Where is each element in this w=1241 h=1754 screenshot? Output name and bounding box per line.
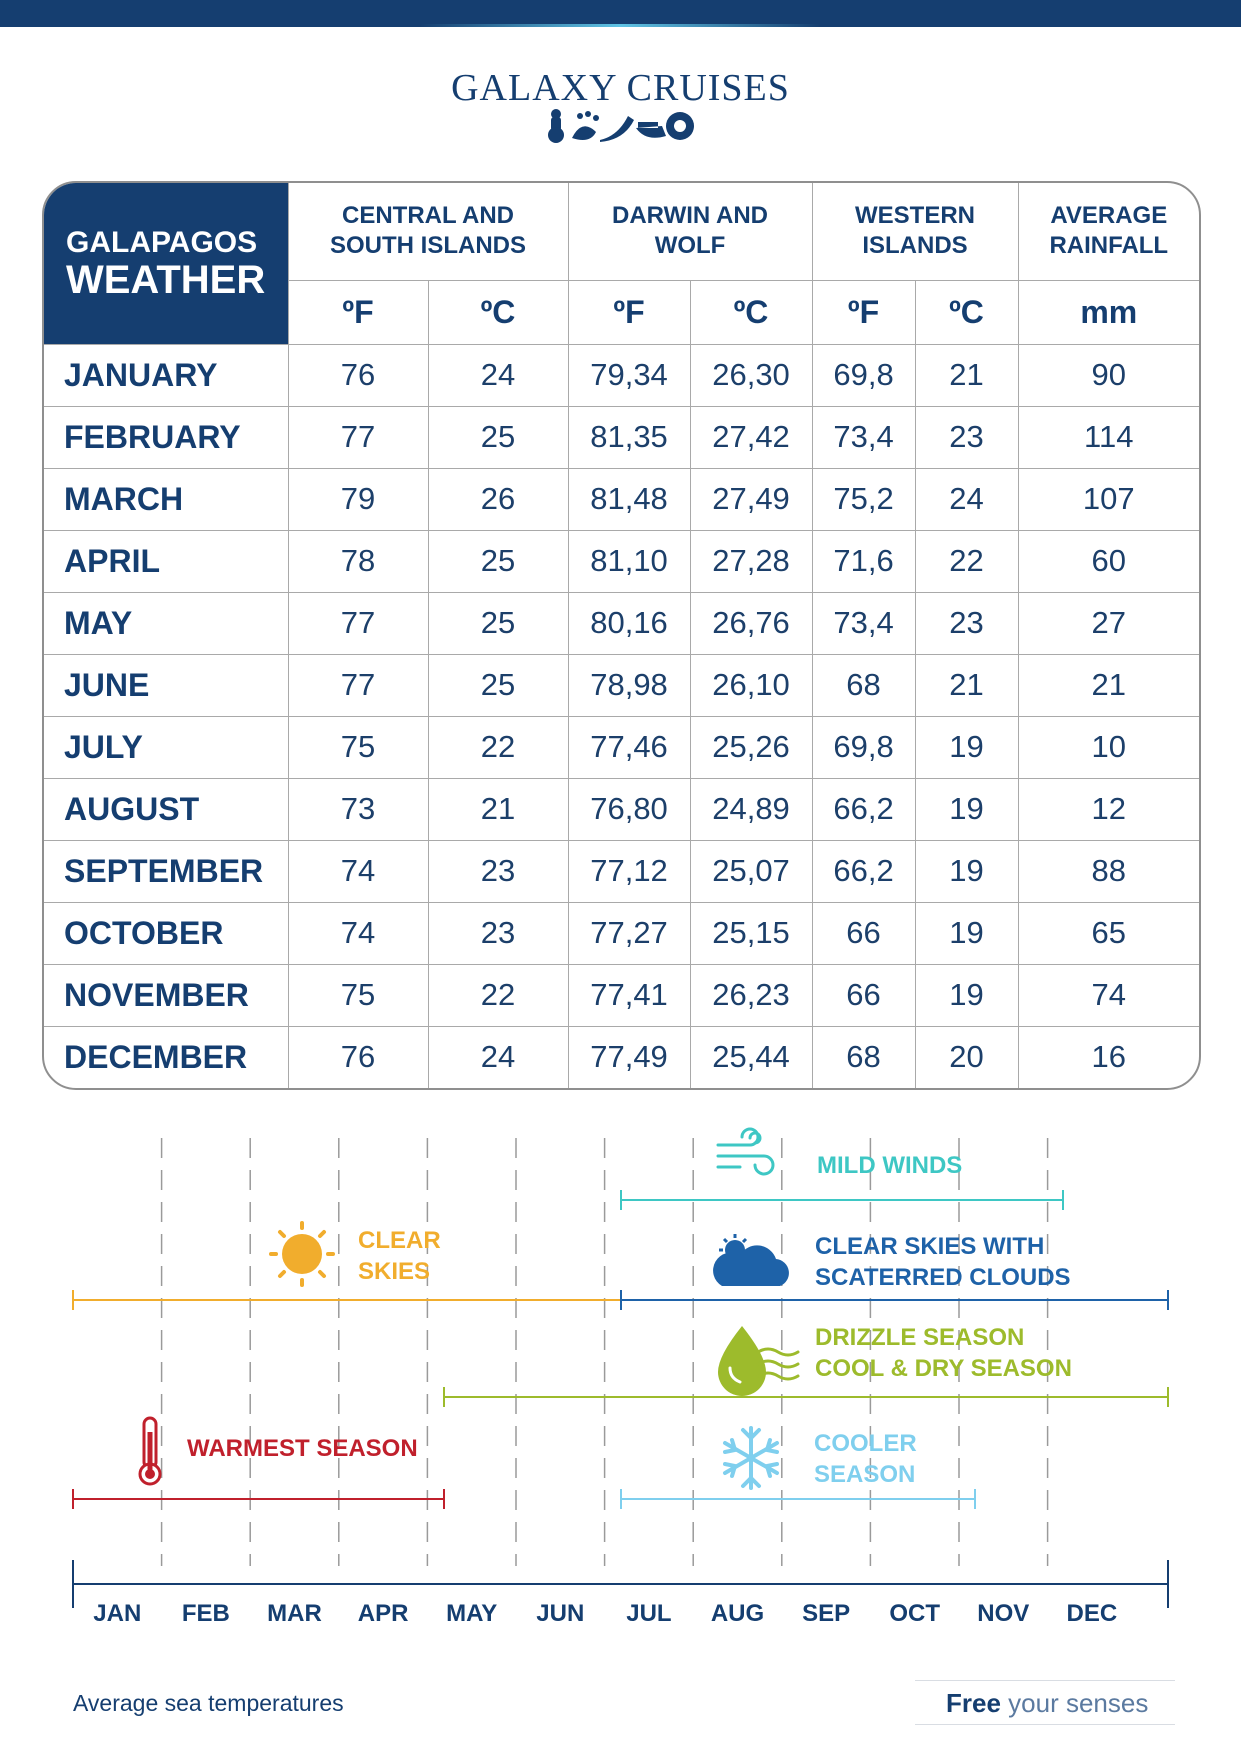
value-cell: 20	[915, 1026, 1018, 1088]
mild-winds-label: MILD WINDS	[817, 1152, 963, 1179]
table-row	[44, 902, 1199, 964]
mild-winds-range	[621, 1190, 1063, 1210]
value-cell: 77,12	[568, 840, 690, 902]
month-cell: JULY	[44, 716, 288, 778]
value-cell: 60	[1018, 530, 1199, 592]
value-cell: 23	[428, 840, 568, 902]
value-cell: 26,30	[690, 344, 812, 406]
value-cell: 74	[288, 902, 428, 964]
month-cell: MARCH	[44, 468, 288, 530]
scattered-clouds-label	[815, 1231, 1071, 1293]
sun-icon	[271, 1223, 333, 1285]
cooler-season-line2: SEASON	[814, 1461, 916, 1488]
value-cell: 25,44	[690, 1026, 812, 1088]
drizzle-season-line1: DRIZZLE SEASON	[815, 1324, 1025, 1351]
unit-header: ºC	[915, 280, 1018, 344]
value-cell: 25,07	[690, 840, 812, 902]
value-cell: 76,80	[568, 778, 690, 840]
group-header-central-south	[288, 183, 568, 280]
value-cell: 26,76	[690, 592, 812, 654]
value-cell: 19	[915, 902, 1018, 964]
scattered-clouds-line1: CLEAR SKIES WITH	[815, 1233, 1045, 1260]
group-label-line2: WOLF	[654, 232, 726, 260]
value-cell: 76	[288, 1026, 428, 1088]
value-cell: 24,89	[690, 778, 812, 840]
value-cell: 22	[915, 530, 1018, 592]
month-cell: JUNE	[44, 654, 288, 716]
value-cell: 68	[812, 1026, 915, 1088]
month-label: DEC	[1066, 1600, 1118, 1627]
value-cell: 19	[915, 716, 1018, 778]
value-cell: 81,48	[568, 468, 690, 530]
thermometer-icon	[140, 1418, 160, 1484]
value-cell: 19	[915, 840, 1018, 902]
value-cell: 25,15	[690, 902, 812, 964]
month-cell: SEPTEMBER	[44, 840, 288, 902]
month-label: APR	[357, 1600, 409, 1627]
value-cell: 24	[428, 344, 568, 406]
group-label-line2: ISLANDS	[862, 232, 968, 260]
wind-icon	[718, 1129, 773, 1174]
warmest-season-label: WARMEST SEASON	[187, 1435, 418, 1462]
value-cell: 78,98	[568, 654, 690, 716]
value-cell: 23	[428, 902, 568, 964]
table-row	[44, 964, 1199, 1026]
value-cell: 78	[288, 530, 428, 592]
value-cell: 79,34	[568, 344, 690, 406]
table-row	[44, 654, 1199, 716]
tagline-bold: Free	[946, 1688, 1001, 1718]
unit-header: ºF	[288, 280, 428, 344]
banner-glow	[420, 24, 820, 27]
value-cell: 81,35	[568, 406, 690, 468]
value-cell: 19	[915, 964, 1018, 1026]
table-title-line1: GALAPAGOS	[66, 226, 258, 260]
value-cell: 27,42	[690, 406, 812, 468]
value-cell: 71,6	[812, 530, 915, 592]
scattered-clouds-range	[621, 1290, 1168, 1310]
month-label: MAY	[446, 1600, 498, 1627]
value-cell: 68	[812, 654, 915, 716]
value-cell: 23	[915, 592, 1018, 654]
value-cell: 26,23	[690, 964, 812, 1026]
group-header-average-rainfall	[1018, 183, 1199, 280]
month-cell: AUGUST	[44, 778, 288, 840]
table-row	[44, 592, 1199, 654]
table-title-line2: WEATHER	[66, 258, 266, 303]
month-cell: OCTOBER	[44, 902, 288, 964]
table-title	[44, 183, 288, 344]
value-cell: 22	[428, 964, 568, 1026]
value-cell: 66	[812, 902, 915, 964]
drizzle-season-label	[815, 1322, 1072, 1384]
value-cell: 25	[428, 530, 568, 592]
table-row	[44, 1026, 1199, 1088]
value-cell: 25	[428, 592, 568, 654]
value-cell: 75	[288, 716, 428, 778]
value-cell: 77,27	[568, 902, 690, 964]
clear-skies-label	[358, 1225, 441, 1287]
table-row	[44, 468, 1199, 530]
value-cell: 16	[1018, 1026, 1199, 1088]
month-label: JUN	[536, 1600, 585, 1627]
table-row	[44, 406, 1199, 468]
footer-divider-top	[915, 1680, 1175, 1681]
value-cell: 19	[915, 778, 1018, 840]
month-cell: JANUARY	[44, 344, 288, 406]
value-cell: 27	[1018, 592, 1199, 654]
value-cell: 69,8	[812, 344, 915, 406]
table-row	[44, 530, 1199, 592]
table-row	[44, 716, 1199, 778]
month-cell: DECEMBER	[44, 1026, 288, 1088]
value-cell: 81,10	[568, 530, 690, 592]
clear-skies-line1: CLEAR	[358, 1227, 441, 1254]
group-header-western-islands	[812, 183, 1018, 280]
value-cell: 23	[915, 406, 1018, 468]
tagline-rest: your senses	[1000, 1688, 1149, 1718]
value-cell: 77	[288, 406, 428, 468]
warmest-season-range	[73, 1489, 444, 1509]
month-cell: APRIL	[44, 530, 288, 592]
clear-skies-line2: SKIES	[358, 1258, 431, 1285]
unit-header: ºF	[568, 280, 690, 344]
top-banner	[0, 0, 1241, 27]
month-cell: MAY	[44, 592, 288, 654]
month-label: SEP	[802, 1600, 851, 1627]
value-cell: 66,2	[812, 778, 915, 840]
value-cell: 75	[288, 964, 428, 1026]
footer-caption: Average sea temperatures	[73, 1690, 344, 1716]
cloud-sun-icon	[713, 1234, 789, 1286]
value-cell: 114	[1018, 406, 1199, 468]
drizzle-season-line2: COOL & DRY SEASON	[815, 1355, 1072, 1382]
value-cell: 90	[1018, 344, 1199, 406]
value-cell: 27,28	[690, 530, 812, 592]
month-label: AUG	[710, 1600, 765, 1627]
group-label-line1: CENTRAL AND	[342, 202, 514, 230]
value-cell: 10	[1018, 716, 1199, 778]
value-cell: 77	[288, 654, 428, 716]
weather-table	[42, 181, 1201, 1090]
value-cell: 76	[288, 344, 428, 406]
value-cell: 73	[288, 778, 428, 840]
value-cell: 21	[915, 344, 1018, 406]
value-cell: 77,49	[568, 1026, 690, 1088]
group-label-line2: RAINFALL	[1049, 232, 1169, 260]
month-label: JUL	[626, 1600, 672, 1627]
scattered-clouds-line2: SCATERRED CLOUDS	[815, 1264, 1071, 1291]
value-cell: 73,4	[812, 406, 915, 468]
value-cell: 80,16	[568, 592, 690, 654]
month-label: MAR	[267, 1600, 322, 1627]
group-label-line1: WESTERN	[855, 202, 976, 230]
value-cell: 77,46	[568, 716, 690, 778]
value-cell: 21	[428, 778, 568, 840]
value-cell: 25	[428, 406, 568, 468]
table-row	[44, 344, 1199, 406]
unit-header: ºF	[812, 280, 915, 344]
value-cell: 74	[288, 840, 428, 902]
cooler-season-line1: COOLER	[814, 1430, 917, 1457]
brand-name: GALAXY CRUISES	[451, 67, 790, 109]
value-cell: 107	[1018, 468, 1199, 530]
clear-skies-range	[73, 1290, 621, 1310]
group-label-line2: SOUTH ISLANDS	[330, 232, 527, 260]
value-cell: 73,4	[812, 592, 915, 654]
unit-header: ºC	[690, 280, 812, 344]
month-label: JAN	[93, 1600, 142, 1627]
month-label: FEB	[181, 1600, 230, 1627]
unit-header: ºC	[428, 280, 568, 344]
value-cell: 74	[1018, 964, 1199, 1026]
snowflake-icon	[725, 1428, 777, 1488]
value-cell: 69,8	[812, 716, 915, 778]
footer-divider-bottom	[915, 1724, 1175, 1725]
unit-header: mm	[1018, 280, 1199, 344]
month-label: NOV	[977, 1600, 1030, 1627]
table-row	[44, 778, 1199, 840]
drizzle-drop-icon	[718, 1326, 798, 1396]
value-cell: 79	[288, 468, 428, 530]
group-label-line1: AVERAGE	[1050, 202, 1168, 230]
drizzle-season-range	[444, 1387, 1168, 1407]
group-header-darwin-wolf	[568, 183, 812, 280]
value-cell: 77,41	[568, 964, 690, 1026]
value-cell: 66,2	[812, 840, 915, 902]
month-cell: FEBRUARY	[44, 406, 288, 468]
footer-tagline	[946, 1688, 1148, 1719]
value-cell: 21	[1018, 654, 1199, 716]
value-cell: 65	[1018, 902, 1199, 964]
value-cell: 24	[915, 468, 1018, 530]
value-cell: 25	[428, 654, 568, 716]
value-cell: 66	[812, 964, 915, 1026]
brand-senses-icons	[540, 108, 700, 144]
value-cell: 22	[428, 716, 568, 778]
value-cell: 12	[1018, 778, 1199, 840]
month-label: OCT	[889, 1600, 941, 1627]
group-label-line1: DARWIN AND	[612, 202, 769, 230]
cooler-season-range	[621, 1489, 975, 1509]
value-cell: 26,10	[690, 654, 812, 716]
value-cell: 25,26	[690, 716, 812, 778]
value-cell: 88	[1018, 840, 1199, 902]
value-cell: 21	[915, 654, 1018, 716]
value-cell: 24	[428, 1026, 568, 1088]
value-cell: 77	[288, 592, 428, 654]
cooler-season-label	[814, 1428, 917, 1490]
value-cell: 27,49	[690, 468, 812, 530]
month-cell: NOVEMBER	[44, 964, 288, 1026]
value-cell: 26	[428, 468, 568, 530]
table-row	[44, 840, 1199, 902]
value-cell: 75,2	[812, 468, 915, 530]
